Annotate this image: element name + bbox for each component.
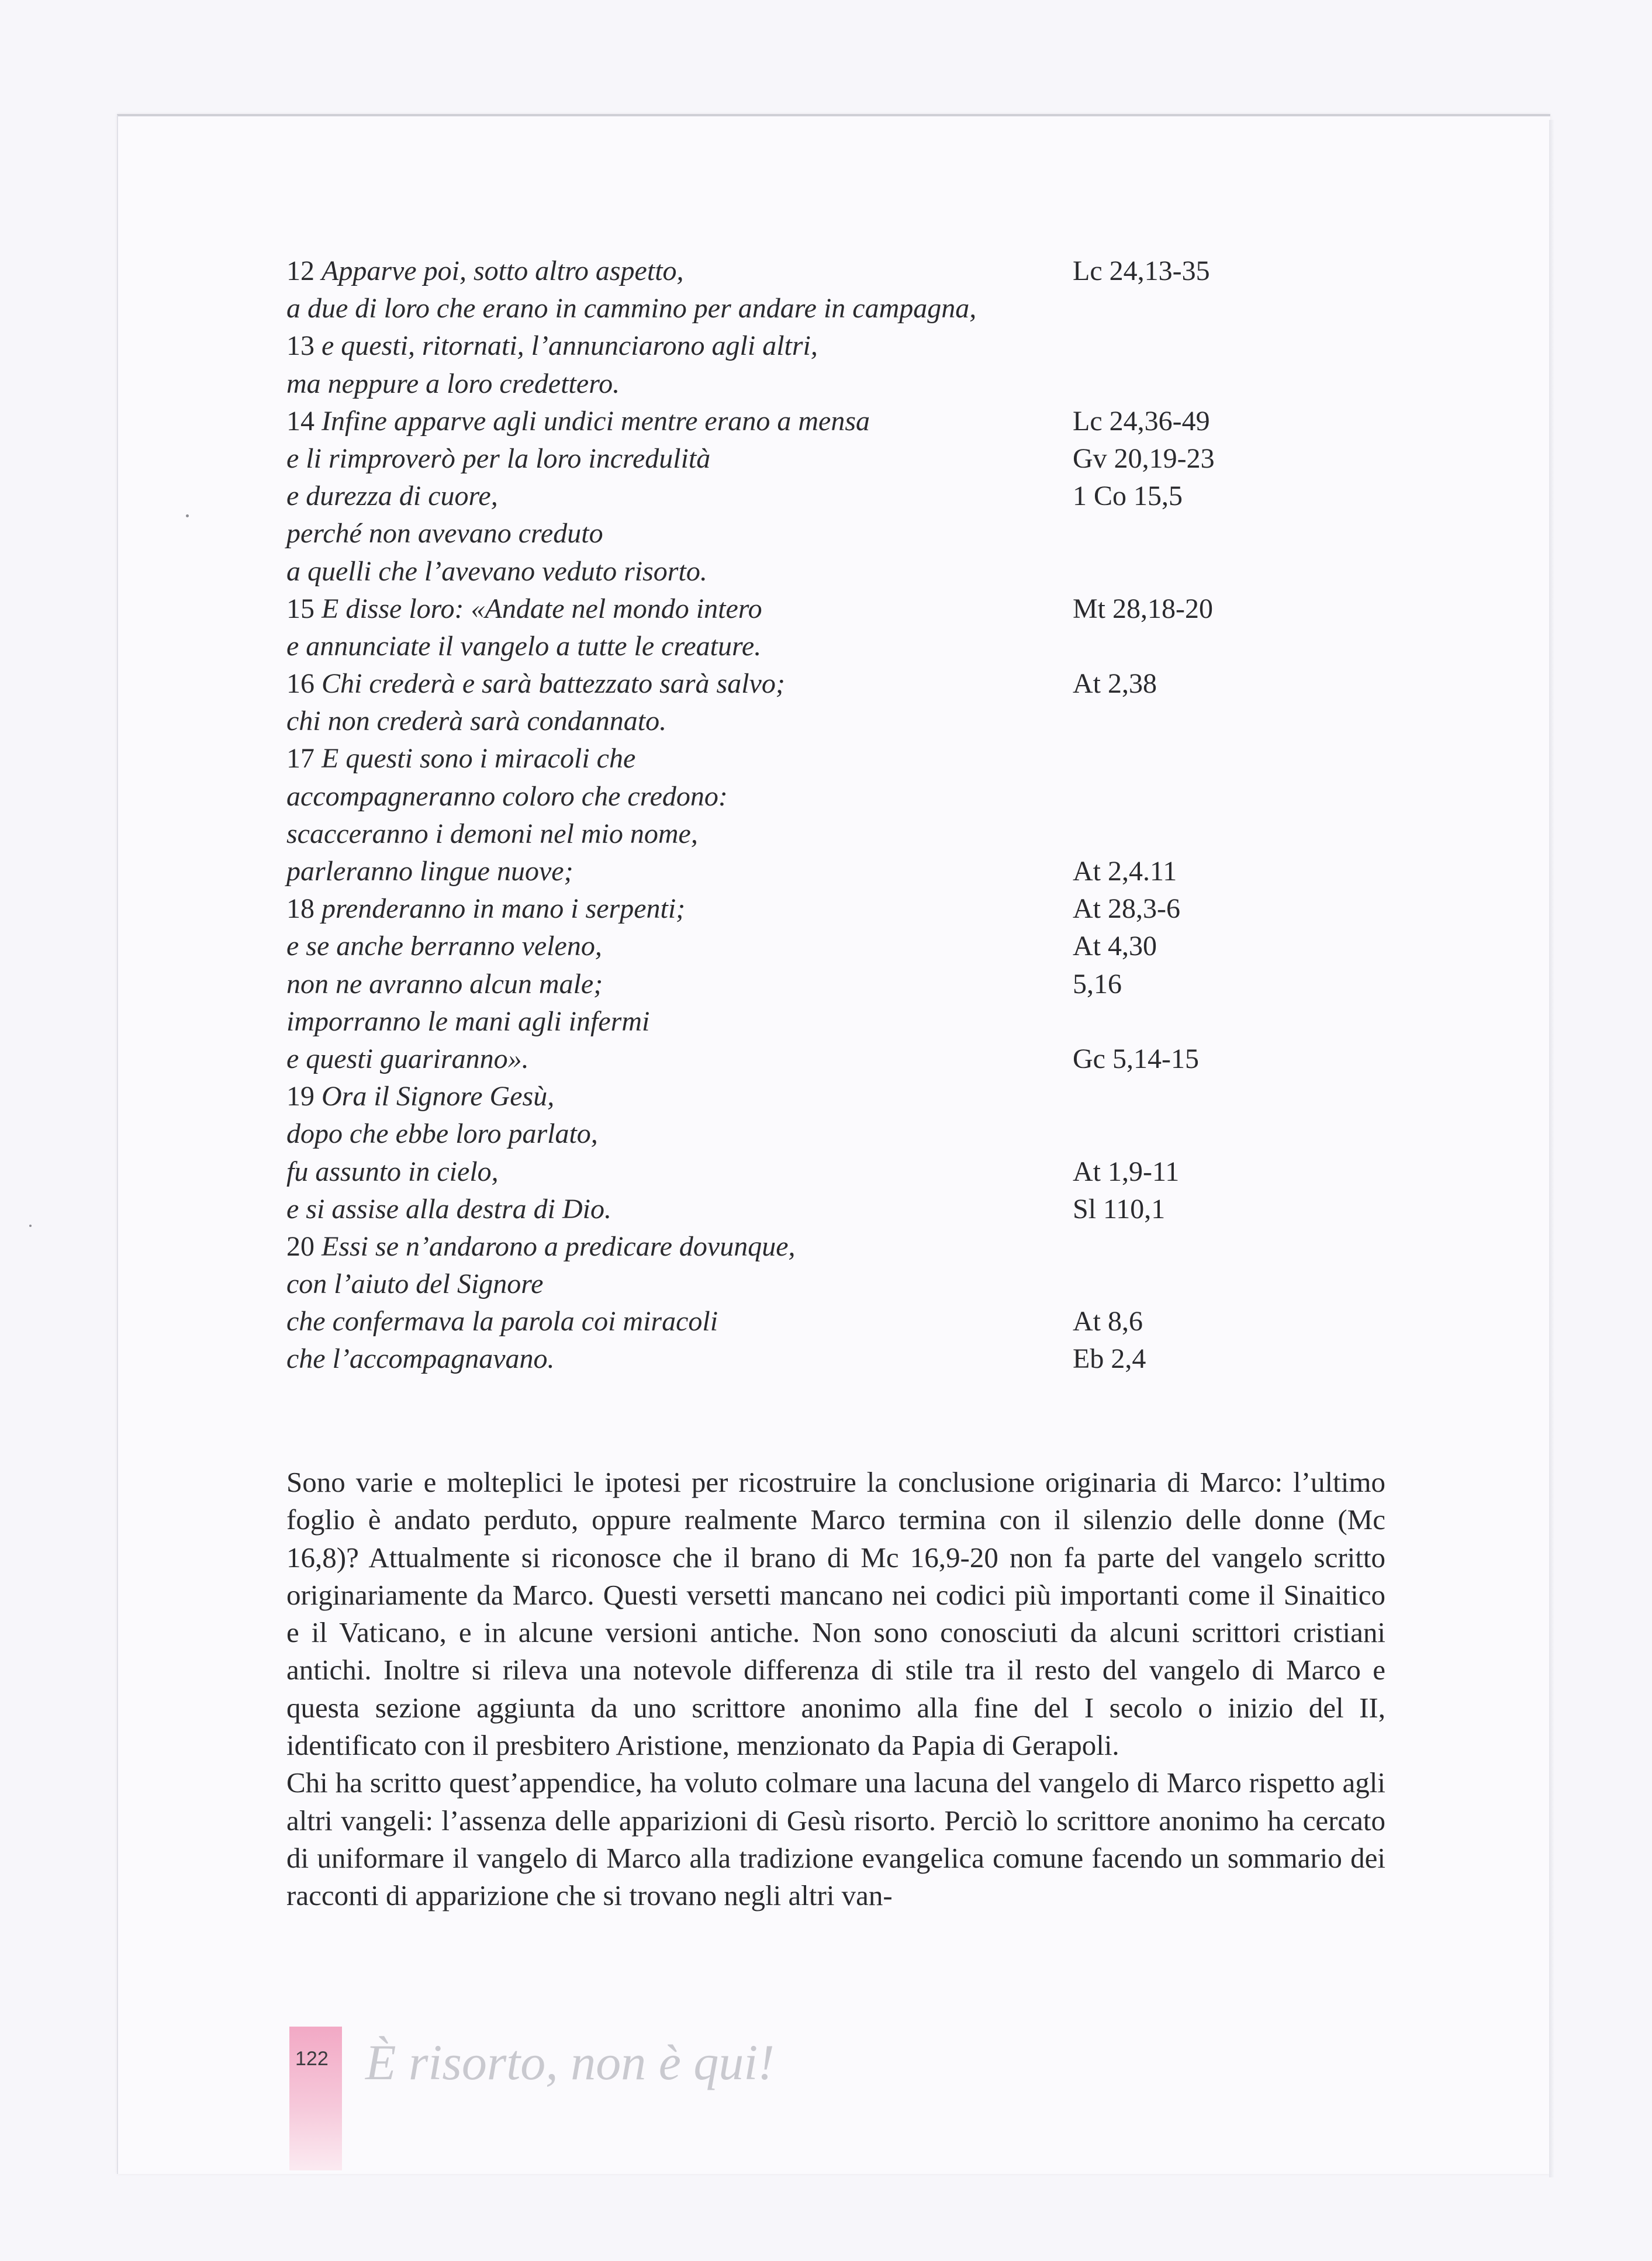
verse-content — [286, 1306, 718, 1337]
verse-line — [286, 740, 1385, 777]
cross-reference: Sl 110,1 — [1073, 1193, 1166, 1225]
verse-text: e li rimproverò per la loro incredulità — [286, 442, 711, 474]
verse-text: accompagneranno coloro che credono: — [286, 780, 728, 812]
verse-text: e si assise alla destra di Dio. — [286, 1193, 612, 1225]
verse-line — [286, 1003, 1385, 1040]
verse-text: e durezza di cuore, — [286, 480, 498, 512]
verse-content — [286, 893, 685, 924]
verse-line — [286, 1115, 1385, 1153]
verse-content — [286, 668, 785, 699]
verse-line — [286, 815, 1385, 853]
verse-content — [286, 1043, 529, 1074]
verse-content — [286, 743, 635, 774]
verse-content — [286, 1118, 598, 1149]
verse-text: con l’aiuto del Signore — [286, 1268, 544, 1300]
verse-content — [286, 631, 761, 662]
verse-content — [286, 1194, 611, 1225]
cross-reference: 5,16 — [1073, 968, 1122, 1000]
verse-line — [286, 890, 1385, 928]
cross-reference: At 1,9-11 — [1073, 1156, 1180, 1187]
cross-reference: At 28,3-6 — [1073, 893, 1180, 925]
verse-line — [286, 253, 1385, 290]
verse-content — [286, 1268, 543, 1299]
verse-content — [286, 406, 870, 437]
verse-content — [286, 1156, 499, 1187]
cross-reference: Mt 28,18-20 — [1073, 593, 1213, 624]
page-number: 122 — [295, 2048, 329, 2070]
verse-text: e questi, ritornati, l’annunciarono agli altri, — [322, 330, 818, 362]
verse-line — [286, 440, 1385, 478]
cross-reference: At 8,6 — [1073, 1306, 1143, 1337]
cross-reference: At 2,4.11 — [1073, 856, 1177, 887]
page-gutter — [1549, 120, 1554, 2177]
verse-text: non ne avranno alcun male; — [286, 968, 603, 1000]
verse-text: a due di loro che erano in cammino per andare in campagna, — [286, 293, 977, 324]
verse-content — [286, 293, 976, 324]
verse-number: 20 — [286, 1230, 314, 1262]
cross-reference: At 4,30 — [1073, 931, 1157, 962]
verse-line — [286, 1078, 1385, 1115]
verse-line — [286, 1303, 1385, 1340]
verse-content — [286, 856, 573, 887]
verse-line — [286, 1153, 1385, 1191]
verse-text: dopo che ebbe loro parlato, — [286, 1118, 598, 1150]
verse-line — [286, 290, 1385, 327]
verse-text: e annunciate il vangelo a tutte le creature. — [286, 630, 762, 662]
scan-speck — [29, 1225, 32, 1227]
verse-number: 16 — [286, 668, 314, 700]
verse-text: parleranno lingue nuove; — [286, 856, 573, 887]
verse-content — [286, 931, 602, 962]
cross-reference: Gc 5,14-15 — [1073, 1043, 1199, 1074]
cross-reference: Lc 24,36-49 — [1073, 405, 1210, 437]
commentary — [286, 1464, 1385, 1915]
verse-text: imporranno le mani agli infermi — [286, 1005, 650, 1037]
verse-line — [286, 327, 1385, 365]
verse-text: Essi se n’andarono a predicare dovunque, — [322, 1230, 796, 1262]
verse-number: 19 — [286, 1081, 314, 1112]
verse-line — [286, 966, 1385, 1003]
verse-text: e se anche berranno veleno, — [286, 931, 602, 962]
scan-speck — [186, 514, 189, 517]
verse-content — [286, 1081, 554, 1112]
verse-line — [286, 478, 1385, 515]
verse-line — [286, 628, 1385, 665]
cross-reference: 1 Co 15,5 — [1073, 480, 1183, 512]
verse-line — [286, 553, 1385, 590]
verse-line — [286, 1340, 1385, 1378]
verse-text: ma neppure a loro credettero. — [286, 368, 620, 399]
cross-reference: At 2,38 — [1073, 668, 1157, 700]
verse-content — [286, 706, 666, 737]
verse-number: 17 — [286, 743, 314, 775]
verse-text: E questi sono i miracoli che — [322, 743, 636, 775]
verse-text: prenderanno in mano i serpenti; — [322, 893, 686, 925]
verse-text: a quelli che l’avevano veduto risorto. — [286, 555, 707, 587]
verse-line — [286, 703, 1385, 740]
verse-content — [286, 781, 728, 812]
verse-text: E disse loro: «Andate nel mondo intero — [322, 593, 762, 624]
cross-reference: Eb 2,4 — [1073, 1343, 1146, 1375]
verse-text: che confermava la parola coi miracoli — [286, 1306, 718, 1337]
verse-content — [286, 255, 684, 286]
verse-line — [286, 365, 1385, 403]
verse-content — [286, 1231, 796, 1262]
verse-content — [286, 969, 603, 1000]
verse-text: perché non avevano creduto — [286, 518, 603, 549]
verse-text: chi non crederà sarà condannato. — [286, 706, 667, 737]
verse-text: Chi crederà e sarà battezzato sarà salvo; — [322, 668, 785, 700]
verse-line — [286, 1191, 1385, 1228]
verse-content — [286, 818, 698, 849]
verse-line — [286, 590, 1385, 628]
verse-number: 12 — [286, 255, 314, 286]
verse-content — [286, 518, 603, 549]
cross-reference: Gv 20,19-23 — [1073, 442, 1215, 474]
verse-line — [286, 1040, 1385, 1078]
verse-text: Ora il Signore Gesù, — [322, 1081, 555, 1112]
verse-text: scacceranno i demoni nel mio nome, — [286, 818, 698, 849]
verse-content — [286, 556, 707, 587]
verse-text: Infine apparve agli undici mentre erano a mensa — [322, 405, 870, 437]
verse-number: 15 — [286, 593, 314, 624]
verse-line — [286, 853, 1385, 890]
verse-content — [286, 330, 818, 361]
verse-text: e questi guariranno». — [286, 1043, 529, 1074]
verse-content — [286, 1343, 555, 1374]
verse-line — [286, 928, 1385, 965]
verse-content — [286, 593, 762, 624]
verse-number: 14 — [286, 405, 314, 437]
verse-text: che l’accompagnavano. — [286, 1343, 555, 1375]
commentary-paragraph: Chi ha scritto quest’appendice, ha voluto colmare una lacuna del vangelo di Marco rispetto agli altri vangeli: l’assenza delle apparizioni di Gesù risorto. Perciò lo scrittore anonimo ha cercato di uniformare il vangelo di Marco alla tradizione evangelica comune facendo un sommario dei racconti di apparizione che si trovano negli altri van- — [286, 1766, 1385, 1912]
verse-line — [286, 665, 1385, 703]
cross-reference: Lc 24,13-35 — [1073, 255, 1210, 286]
verse-content — [286, 1006, 649, 1037]
verse-text: Apparve poi, sotto altro aspetto, — [322, 255, 684, 286]
verse-line — [286, 515, 1385, 552]
verse-number: 13 — [286, 330, 314, 362]
verse-line — [286, 778, 1385, 815]
verse-content — [286, 480, 498, 511]
verse-line — [286, 1266, 1385, 1303]
verse-number: 18 — [286, 893, 314, 925]
verse-block — [286, 253, 1385, 1378]
verse-line — [286, 403, 1385, 440]
verse-text: fu assunto in cielo, — [286, 1156, 499, 1187]
running-title: È risorto, non è qui! — [365, 2034, 775, 2090]
verse-line — [286, 1228, 1385, 1266]
commentary-paragraph: Sono varie e molteplici le ipotesi per ricostruire la conclusione originaria di Marco: l’ultimo foglio è andato perduto, oppure realmente Marco termina con il silenzio delle donne (Mc 16,8)? Attualmente si riconosce che il brano di Mc 16,9-20 non fa parte del vangelo scritto originariamente da Marco. Questi versetti mancano nei codici più importanti come il Sinaitico e il Vaticano, e in alcune versioni antiche. Non sono conosciuti da alcuni scrittori cristiani antichi. Inoltre si rileva una notevole differenza di stile tra il resto del vangelo di Marco e questa sezione aggiunta da uno scrittore anonimo alla fine del I secolo o inizio del II, identificato con il presbitero Aristione, menzionato da Papia di Gerapoli. — [286, 1466, 1385, 1762]
verse-content — [286, 443, 710, 474]
verse-content — [286, 368, 620, 399]
